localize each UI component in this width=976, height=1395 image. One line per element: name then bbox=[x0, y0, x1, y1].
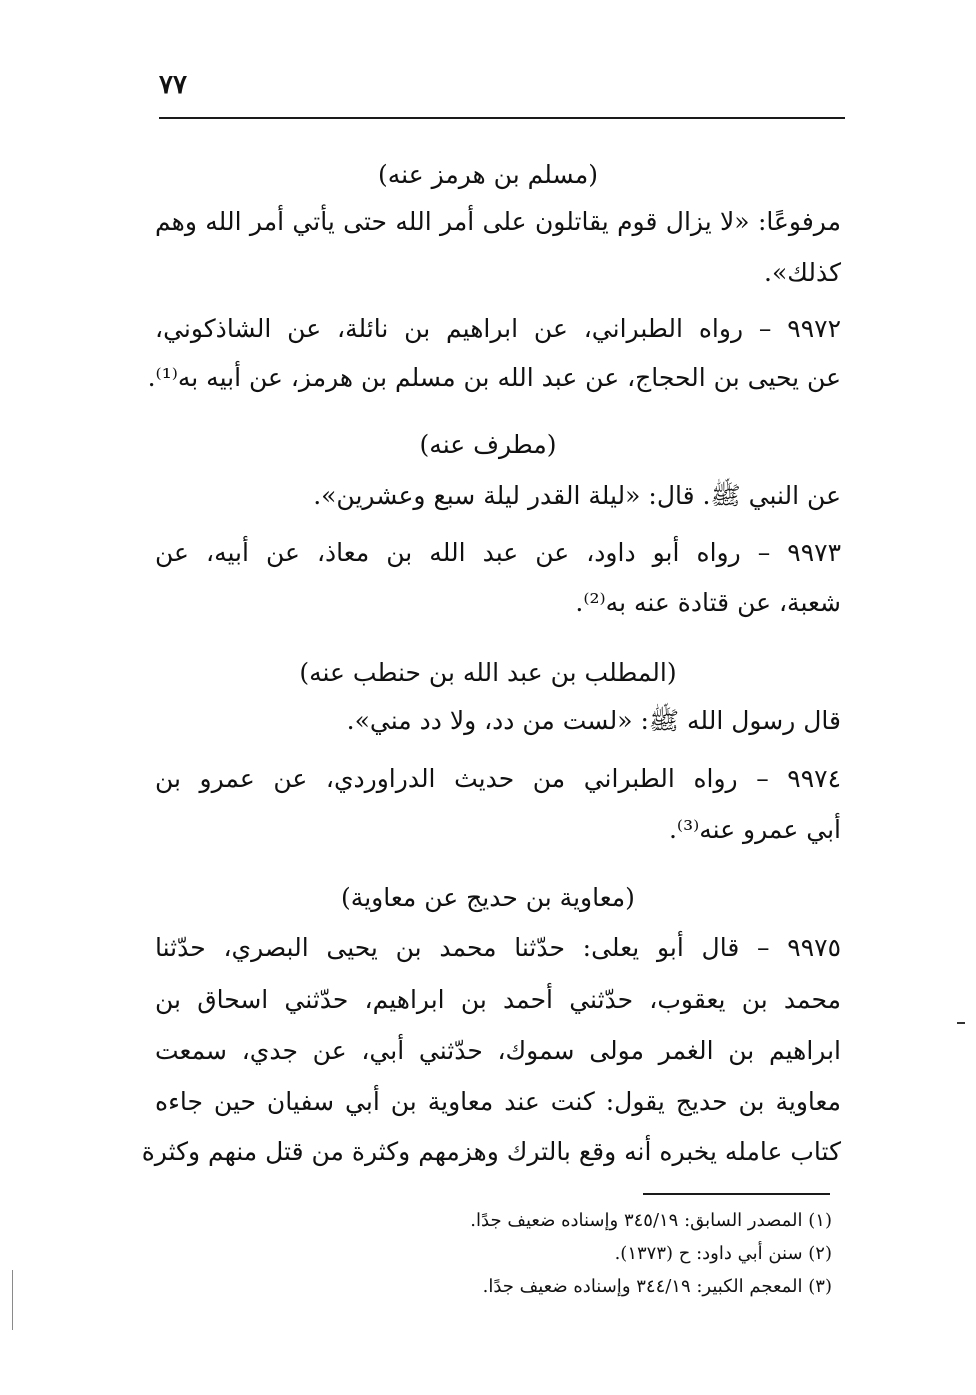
text-line: شعبة، عن قتادة عنه به⁽²⁾. bbox=[575, 588, 841, 617]
text-line: ٩٩٧٤ – رواه الطبراني من حديث الدراوردي، عن عمرو بن bbox=[155, 764, 841, 793]
text-line: محمد بن يعقوب، حدّثني أحمد بن ابراهيم، حدّثني اسحاق بن bbox=[155, 985, 841, 1014]
section-heading: (المطلب بن عبد الله بن حنطب عنه) bbox=[299, 658, 677, 687]
footnote: (١) المصدر السابق: ٣٤٥/١٩ وإسناده ضعيف جدًا. bbox=[470, 1210, 832, 1231]
scan-edge-mark bbox=[12, 1270, 13, 1330]
text-line: كذلك». bbox=[764, 258, 841, 287]
footnote: (٢) سنن أبي داود: ح (١٣٧٣). bbox=[614, 1243, 832, 1264]
text-line: أبي عمرو عنه⁽³⁾. bbox=[668, 815, 841, 844]
text-line: عن النبي ﷺ. قال: «ليلة القدر ليلة سبع وعشرين». bbox=[313, 481, 841, 510]
page-number: ٧٧ bbox=[159, 70, 187, 100]
text-line: ابراهيم بن الغمر مولى سموك، حدّثني أبي، عن جدي، سمعت bbox=[155, 1036, 841, 1065]
section-heading: (معاوية بن حديج عن معاوية) bbox=[341, 883, 635, 912]
text-line: ٩٩٧٢ – رواه الطبراني، عن ابراهيم بن نائلة، عن الشاذكوني، bbox=[155, 314, 841, 343]
header-divider bbox=[159, 117, 845, 119]
footnote: (٣) المعجم الكبير: ٣٤٤/١٩ وإسناده ضعيف جدًا. bbox=[482, 1276, 832, 1297]
scan-margin-mark bbox=[957, 1022, 965, 1024]
text-line: ٩٩٧٥ – قال أبو يعلى: حدّثنا محمد بن يحيى البصري، حدّثنا bbox=[155, 933, 841, 962]
text-line: عن يحيى بن الحجاج، عن عبد الله بن مسلم بن هرمز، عن أبيه به⁽¹⁾. bbox=[147, 363, 841, 392]
text-line: معاوية بن حديج يقول: كنت عند معاوية بن أبي سفيان حين جاءه bbox=[155, 1087, 841, 1116]
footnote-divider bbox=[643, 1193, 830, 1195]
section-heading: (مطرف عنه) bbox=[419, 430, 557, 459]
text-line: ٩٩٧٣ – رواه أبو داود، عن عبد الله بن معاذ، عن أبيه، عن bbox=[155, 538, 841, 567]
text-line: مرفوعًا: «لا يزال قوم يقاتلون على أمر الله حتى يأتي أمر الله وهم bbox=[155, 207, 841, 236]
text-line: قال رسول الله ﷺ: «لست من دد، ولا دد مني». bbox=[346, 706, 841, 735]
section-heading: (مسلم بن هرمز عنه) bbox=[378, 160, 598, 189]
text-line: كتاب عامله يخبره أنه وقع بالترك وهزمهم وكثرة من قتل منهم وكثرة bbox=[141, 1137, 841, 1166]
